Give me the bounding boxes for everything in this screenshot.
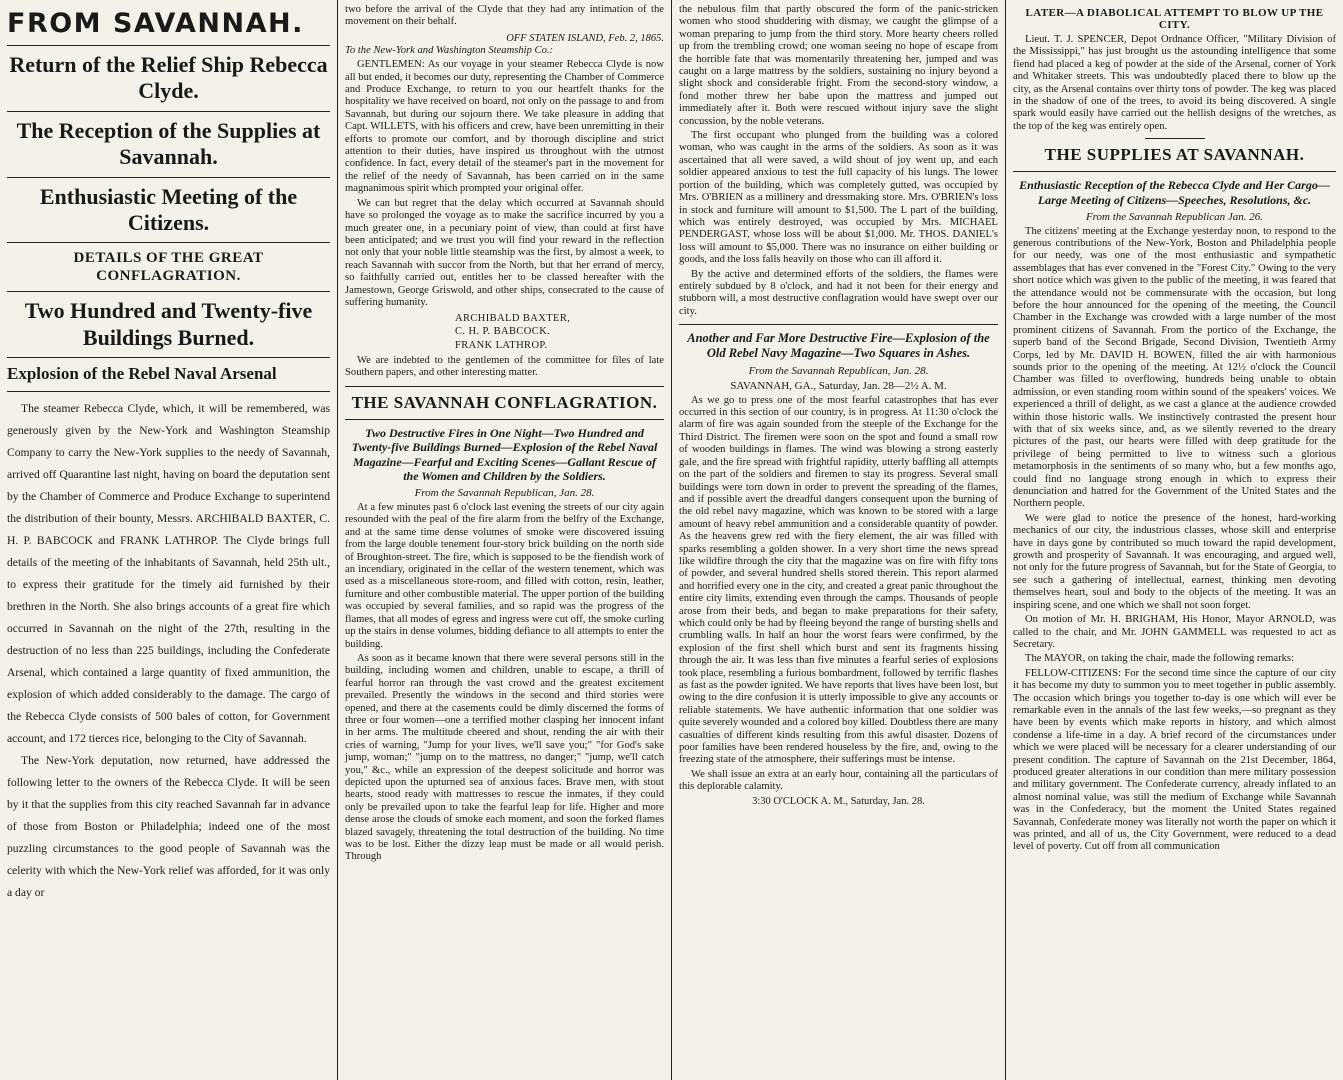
letter-signatures: [455, 312, 664, 351]
article-paragraph: The New-York deputation, now returned, have addressed the following letter to the owners of the Rebecca Clyde. It will be seen by it that the supplies from this city reached Savannah far in advance of those from Boston or Philadelphia; indeed one of the most puzzling circumstances to the good people of Savannah was the celerity with which the New-York relief was afforded, for it was only a day or: [7, 753, 330, 899]
headline-deck-1: Return of the Relief Ship Rebecca Clyde.: [9, 52, 328, 104]
column-1: [0, 0, 338, 1080]
article-paragraph: On motion of Mr. H. BRIGHAM, His Honor, Mayor ARNOLD, was called to the chair, and Mr. JOHN GAMMELL was requested to act as Secretary.: [1013, 614, 1336, 650]
divider: [7, 111, 330, 112]
letter-address: To the New-York and Washington Steamship Co.:: [345, 44, 554, 56]
section-subheadline: Enthusiastic Reception of the Rebecca Clyde and Her Cargo—Large Meeting of Citizens—Speeches, Resolutions, &c.: [1019, 178, 1330, 207]
article-paragraph: The first occupant who plunged from the building was a colored woman, who was caught in the arms of the soldiers. As soon as it was ascertained that all were saved, a wild shout of joy went up, and each soldier appeared anxious to test the full capacity of his lungs. The lower portion of the building, which was completely gutted, was occupied by Mrs. O'BRIEN as a millinery and dressmaking store. Mrs. O'BRIEN's loss in stock and furniture will amount to $1,500. The L part of the building, which was entirely destroyed, was occupied by Mrs. MICHAEL PENDERGAST, whose loss will be about $1,000. Mr. THOS. DANIEL's loss will amount to $5,000. There was no insurance on either building or goods, and the loss falls heavily on those who can ill afford it.: [679, 130, 998, 266]
column-3: [672, 0, 1006, 1080]
headline-deck-6: Explosion of the Rebel Naval Arsenal: [7, 364, 277, 384]
column-2: [338, 0, 672, 1080]
column-4: [1006, 0, 1343, 1080]
source-credit: From the Savannah Republican, Jan. 28.: [748, 364, 929, 377]
article-paragraph: As soon as it became known that there were several persons still in the building, including women and children, unable to escape, a thrill of fearful horror ran through the vast crowd and the greatest excitement prevailed. Presently the windows in the second and third stories were opened, and there at the casements could be dimly discerned the forms of three or four women—one a terrified mother clasping her innocent infant in her arms. The multitude cheered and shout, rending the air with their cries of warning, "Jump for your lives, we'll save you;" "for God's sake jump, woman;" "jump on to the mattress, no danger;" "jump, we'll catch you," &c., while an expression of the deepest solicitude and horror was depicted upon the upturned sea of anxious faces. Brave men, with stout hearts, stood ready with mattresses to rescue the inmates, if they could only be prevailed upon to take the fearful leap for life. Higher and more dense arose the clouds of smoke each moment, and soon the forked flames blazed savagely, threatening the total destruction of the building. No time was to be lost. Either the dizzy leap must be made or all would perish. Through: [345, 652, 664, 863]
section-headline: THE SUPPLIES AT SAVANNAH.: [1044, 145, 1305, 165]
article-paragraph: We were glad to notice the presence of the honest, hard-working mechanics of our city, the industrious classes, whose skill and enterprise have in days gone by contributed so much toward the rapid development, growth and prosperity of Savannah. It was encouraging, and argued well, not only for the future progress of Savannah, but for the State of Georgia, to see such a gathering of intellectual, earnest, thinking men devoting themselves heart, soul and body to the objects of the meeting. It was an inspiring scene, and one which we shall not soon forget.: [1013, 512, 1336, 611]
headline-deck-2: The Reception of the Supplies at Savannah.: [16, 117, 321, 170]
letter-paragraph: We can but regret that the delay which occurred at Savannah should have so prolonged the voyage as to make the sacrifice incurred by you a much greater one, in a pecuniary point of view, than could at first have been anticipated; and we trust you will find your reward in the reflection not only that your noble little steamship was the first, by almost a week, to reach Savannah with succor from the North, but that her errand of mercy, so faithfully carried out, entitles her to be classed hereafter with the Jamestown, George Griswold, and other ships, consecrated to the cause of suffering humanity.: [345, 197, 664, 308]
source-credit: From the Savannah Republican Jan. 26.: [1085, 210, 1264, 223]
divider: [1145, 138, 1205, 139]
article-paragraph: The MAYOR, on taking the chair, made the following remarks:: [1025, 653, 1294, 665]
section-headline: THE SAVANNAH CONFLAGRATION.: [351, 392, 658, 412]
article-paragraph: Lieut. T. J. SPENCER, Depot Ordnance Officer, "Military Division of the Mississippi," has just brought us the astounding intelligence that some fiend had placed a keg of powder at the side of the Arsenal, corner of York and Whitaker streets. This was undoubtedly placed there to blow up the city, as the Arsenal contains over thirty tons of powder. The keg was placed in the shadow of one of the trees, to avoid its being discovered. A single spark would easily have carried out the hellish designs of the wretches, as the top of the keg was entirely open.: [1013, 34, 1336, 132]
time-stamp: 3:30 O'CLOCK A. M., Saturday, Jan. 28.: [752, 795, 925, 807]
letter-dateline: OFF STATEN ISLAND, Feb. 2, 1865.: [506, 32, 664, 44]
section-subheadline: Another and Far More Destructive Fire—Explosion of the Old Rebel Navy Magazine—Two Squares in Ashes.: [687, 331, 990, 361]
divider: [7, 357, 330, 358]
masthead: FROM SAVANNAH.: [7, 8, 304, 39]
signature: ARCHIBALD BAXTER,: [455, 313, 571, 325]
letter-paragraph: GENTLEMEN: As our voyage in your steamer Rebecca Clyde is now all but ended, it becomes our duty, representing the Chamber of Commerce and Produce Exchange, to return to you our heartfelt thanks for the hospitality we have received on board, not only on the passage to and from Savannah, but during our sojourn there. We take pleasure in adding that Capt. WILLETS, with his officers and crew, have been unremitting in their efforts to promote our comfort, and by thorough discipline and strict attention to their duties, have inspired us throughout with the utmost confidence. In fact, every detail of the steamer's part in the movement for the relief of the needy of Savannah, has been carried on in the same magnanimous spirit which prompted your original offer.: [345, 59, 664, 195]
signature: C. H. P. BABCOCK.: [455, 326, 551, 338]
article-paragraph: The steamer Rebecca Clyde, which, it will be remembered, was generously given by the New-York and Washington Steamship Company to carry the New-York supplies to the needy of Savannah, arrived off Quarantine last night, having on board the deputation sent by the Chamber of Commerce and Produce Exchange to superintend the distribution of their bounty, Messrs. ARCHIBALD BAXTER, C. H. P. BABCOCK and FRANK LATHROP. The Clyde brings full details of the meeting of the inhabitants of Savannah, held 25th ult., to express their gratitude for the timely aid furnished by their brethren in the North. She also brings accounts of a great fire which occurred in Savannah on the night of the 27th, resulting in the destruction of no less than 225 buildings, including the Confederate Arsenal, which contained a large quantity of fixed ammunition, the explosion of which added considerably to the damage. The cargo of the Rebecca Clyde consists of 500 bales of cotton, for Government account, and 172 tierces rice, belonging to the City of Savannah.: [7, 401, 330, 745]
divider: [345, 386, 664, 387]
later-headline: LATER—A DIABOLICAL ATTEMPT TO BLOW UP THE CITY.: [1025, 7, 1324, 31]
article-paragraph: By the active and determined efforts of the soldiers, the flames were entirely subdued by 8 o'clock, and had it not been for their energy and stubborn will, a most destructive conflagration would have swept over our city.: [679, 268, 998, 317]
article-paragraph: As we go to press one of the most fearful catastrophes that has ever occurred in this section of our country, is in progress. At 11:30 o'clock the alarm of fire was again sounded from the steeple of the Exchange for the Third District. The firemen were soon on the spot and found a small row of wooden buildings in flames. The wind was blowing a strong easterly gale, and the fire spread with frightful rapidity, utterly baffling all attempts on the part of the soldiers and firemen to stay its progress. Several small buildings were torn down in order to prevent the spreading of the flames, and if possible avert the dreadful dangers consequent upon the burning of the old rebel navy magazine, which was known to be stored with a large amount of heavy rebel ammunition and a considerable quantity of powder. As the heavens grew red with the fiery element, the air was filled with sparks resembling a golden shower. In a very short time the news spread like wildfire through the city that the magazine was on fire with fifty tons of powder, and several hundred shells stored therein. This report alarmed and horrified every one in the city, and created a great panic throughout the entire city limits, extending even through the camps. Thousands of people arose from their beds, and began to make preparations for their safety, which could only be had by fleeing beyond the range of bursting shells and crumbling walls. In half an hour the worst fears were confirmed, by the explosion of the first shell which burst and sent its fragments hissing through the air. It was less than five minutes a fearful series of explosions took place, resembling a furious bombardment, followed by terrific flashes as fast as the powder ignited. We have reports that lives have been lost, but owing to the dire confusion it is utterly impossible to give any accounts or reliable statements. We have authentic information that one soldier was quite severely wounded and a colored boy killed. Doubtless there are many casualties of different kinds resulting from this awful disaster. Dozens of poor families have been rendered houseless by the fire, and, owing to the freezing state of the atmosphere, their sufferings must be intense.: [679, 394, 998, 766]
divider: [7, 291, 330, 292]
divider: [7, 177, 330, 178]
article-paragraph: The citizens' meeting at the Exchange yesterday noon, to respond to the generous contributions of the New-York, Boston and Philadelphia people for our needy, was one of the most enthusiastic and sympathetic assemblages that has ever convened in the "Forest City." Owing to the very short notice which was given to the public of the meeting, it was feared that the attendance would not be commensurate with the occasion, but long before the hour announced for the opening of the meeting, the Council Chamber in the Exchange was crowded with a large number of the most prominent citizens of Savannah. From the portico of the Exchange, the superb band of the Second Brigade, Second Division, Twentieth Army Corps, led by Mr. DAVID H. BOWEN, filled the air with harmonious sounds prior to the opening of the meeting. At 12½ o'clock the Council Chamber was filled to overflowing, hundreds being unable to obtain admission, or even standing room within sound of the speakers' voices. We experienced a thrill of delight, as we cast a glance at the audience crowded within those historic walls. We instinctively contrasted the present hour with that of six weeks since, and, as we silently reverted to the dreary pictures of the past, our hearts were filled with deep gratitude for the privilege of being permitted to live to witness such a glorious metamorphosis in the sentiments of so many who, but a few months ago, could find no language strong enough in which to express their denunciation and hatred for the Government of the United States and the Northern people.: [1013, 225, 1336, 510]
divider: [1013, 171, 1336, 172]
section-subheadline: Two Destructive Fires in One Night—Two Hundred and Twenty-five Buildings Burned—Explosion of the Rebel Naval Magazine—Fearful and Exciting Scenes—Gallant Rescue of the Women and Children by the Soldiers.: [351, 425, 658, 484]
news-dateline: SAVANNAH, GA., Saturday, Jan. 28—2½ A. M.: [730, 379, 947, 392]
headline-deck-4: DETAILS OF THE GREAT CONFLAGRATION.: [73, 250, 264, 285]
continued-text: two before the arrival of the Clyde that they had any intimation of the movement on their behalf.: [345, 4, 664, 28]
article-paragraph: the nebulous film that partly obscured the form of the panic-stricken women who stood shuddering with dismay, we caught the glimpse of a woman preparing to jump from the third story. More hearty cheers rolled up from the trembling crowd; one woman seeing no hope of escape from the horrible fate that was momentarily threatening her, jumped and was caught on a large mattress by the soldiers, sustaining no injury beyond a slight shock and considerable fright. From the second-story window, a fond mother threw her babe upon the mattress and jumped out immediately after it. Both were rescued without injury save the slight concussion, by the noble veterans.: [679, 4, 998, 127]
article-paragraph: At a few minutes past 6 o'clock last evening the streets of our city again resounded with the peal of the fire alarm from the belfry of the Exchange, and at the same time dense volumes of smoke were discovered issuing from the large double tenement four-story brick building on the north side of Broughton-street. The fire, which is supposed to be the fiendish work of an incendiary, originated in the cellar of the western tenement, which was used as a miscellaneous store-room, and filled with cotton, resin, leather, furniture and other combustible material. The upper portion of the building was occupied by several families, and so rapid was the progress of the flames, that all modes of egress and ingress were cut off, the smoke curling up the stairs in dense volumes, bidding defiance to all attempts to enter the building.: [345, 502, 664, 650]
source-credit: From the Savannah Republican, Jan. 28.: [414, 487, 595, 500]
signature: FRANK LATHROP.: [455, 339, 548, 351]
divider: [7, 391, 330, 392]
editor-note: We are indebted to the gentlemen of the committee for files of late Southern papers, and other interesting matter.: [345, 354, 664, 379]
article-paragraph: FELLOW-CITIZENS: For the second time since the capture of our city it has become my duty to summon you to meet together in public assembly. The occasion which brings you together to-day is one which will ever be remarkable even in the annals of the last few weeks,—so pregnant as they have been by events which make reports in history, and which almost condense a life-time in a day. A brief record of the circumstances under which we were placed will be necessary for a clearer understanding of our present condition. The capture of Savannah on the 21st December, 1864, produced greater alterations in our condition than mere military possession and military government. The Confederate currency, already inflated to an almost nominal value, was still the medium of Exchange while Savannah was in the Confederacy, but the moment the United States regained Savannah, Confederate money was literally not worth the paper on which it was printed, and all of us, the City Government, were reduced to a dead level of poverty. Cut off from all communication: [1013, 667, 1336, 853]
divider: [345, 419, 664, 420]
article-paragraph: We shall issue an extra at an early hour, containing all the particulars of this deplorable calamity.: [679, 768, 998, 793]
headline-deck-5: Two Hundred and Twenty-five Buildings Burned.: [24, 298, 313, 350]
divider: [679, 324, 998, 325]
divider: [7, 45, 330, 46]
headline-deck-3: Enthusiastic Meeting of the Citizens.: [39, 183, 298, 235]
divider: [7, 242, 330, 243]
